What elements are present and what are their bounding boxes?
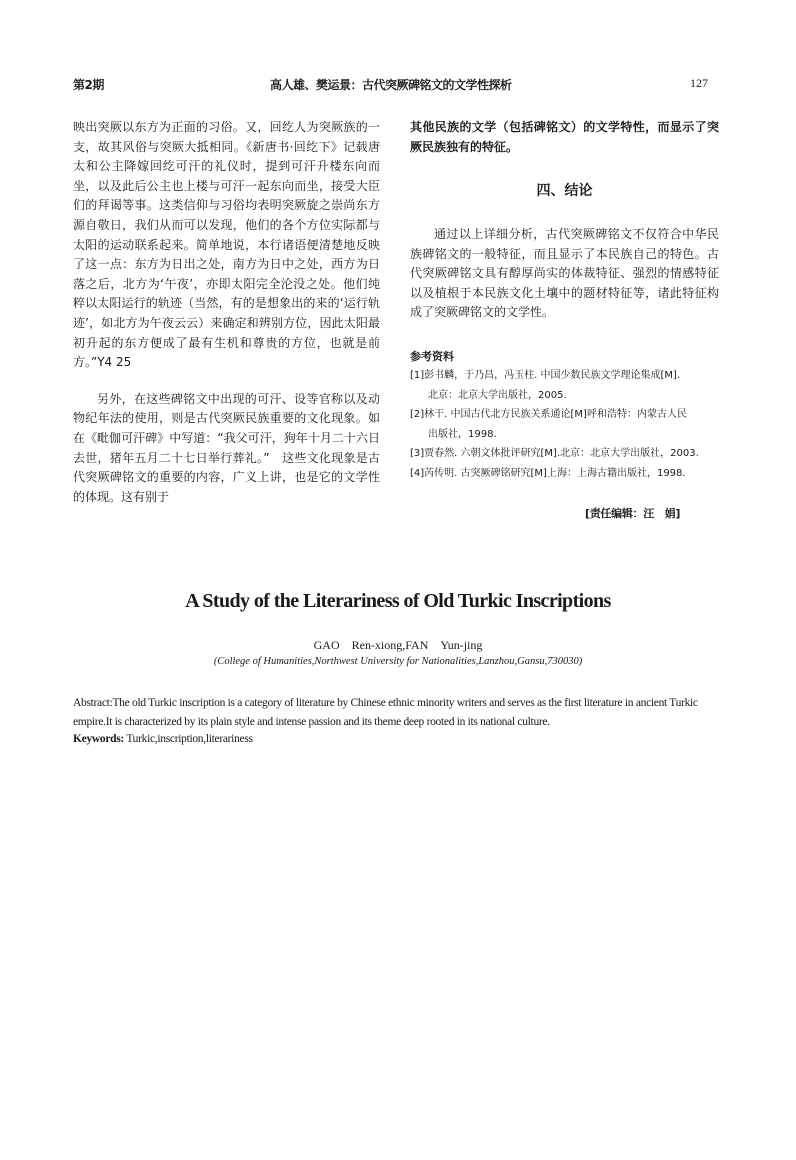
conclusion-paragraph: 通过以上详细分析，古代突厥碑铭文不仅符合中华民族碑铭文的一般特征，而且显示了本民族自己的特色。古代突厥碑铭文具有醇厚尚实的体裁特征、强烈的情感特征以及植根于本民族文化土壤中的题材特征等，诸此特征构成了突厥碑铭文的文学性。 [410,227,719,320]
english-authors: GAO Ren-xiong,FAN Yun-jing [313,638,483,652]
reference-item: [2]林干. 中国古代北方民族关系通论[M]呼和浩特：内蒙古人民 出版社，1998. [410,409,687,440]
left-column [73,118,380,507]
reference-item: [1]彭书麟，于乃昌，冯玉柱. 中国少数民族文学理论集成[M]. 北京：北京大学出版社，2005. [410,370,681,401]
english-title: A Study of the Literariness of Old Turkic Inscriptions [185,590,611,612]
left-paragraph-2: 另外，在这些碑铭文中出现的可汗、设等官称以及动物纪年法的使用，则是古代突厥民族重要的文化现象。如在《毗伽可汗碑》中写道：“我父可汗，狗年十月二十六日去世，猪年五月二十七日举行葬礼。” 这些文化现象是古代突厥碑铭文的重要的内容，广义上讲，也是它的文学性的体现。这有别于 [73,391,380,504]
right-continuation: 其他民族的文学（包括碑铭文）的文学特性，而显示了突厥民族独有的特征。 [410,120,719,154]
english-abstract: Abstract:The old Turkic inscription is a category of literature by Chinese ethnic minority writers and serves as the first literature in ancient Turkic empire.It is characterized by its plain style and intense passion and its theme deep rooted in its national culture. [73,697,698,728]
english-keywords [73,730,723,749]
keywords-label: Keywords: [73,733,124,745]
editor-credit: [责任编辑：汪 娟] [585,507,681,520]
reference-item: [3]贾春然. 六朝文体批评研究[M].北京：北京大学出版社，2003. [410,448,699,459]
section-heading-conclusion: 四、结论 [536,183,593,199]
references-list [410,366,730,483]
running-title: 高人雄、樊运景：古代突厥碑铭文的文学性探析 [270,78,512,92]
reference-item: [4]芮传明. 古突厥碑铭研究[M]上海：上海古籍出版社，1998. [410,467,686,479]
references-heading: 参考资料 [410,350,454,363]
left-paragraph-1: 映出突厥以东方为正面的习俗。又，回纥人为突厥族的一支，故其风俗与突厥大抵相同。《新唐书·回纥下》记载唐太和公主降嫁回纥可汗的礼仪时，提到可汗升楼东向而坐，以及此后公主也上楼与可汗一起东向而坐，接受大臣们的拜谒等事。这类信仰与习俗均表明突厥旋之崇尚东方源自敬日，我们从而可以发现，他们的各个方位实际都与太阳的运动联系起来。简单地说，本行诸语便清楚地反映了这一点：东方为日出之处，南方为日中之处，西方为日落之后，北方为‘午夜’，亦即太阳完全沦没之处。他们纯粹以太阳运行的轨迹（当然，有的是想象出的来的‘运行轨迹’，如北方为午夜云云）来确定和辨别方位，因此太阳最初升起的东方便成了最有生机和尊贵的方位，也就是前方。”Y4 25 [73,120,380,370]
keywords-value: Turkic,inscription,literariness [126,733,253,745]
english-affiliation: (College of Humanities,Northwest University for Nationalities,Lanzhou,Gansu,730030) [213,656,583,667]
issue-number: 第2期 [73,78,104,92]
page-number: 127 [690,76,708,90]
